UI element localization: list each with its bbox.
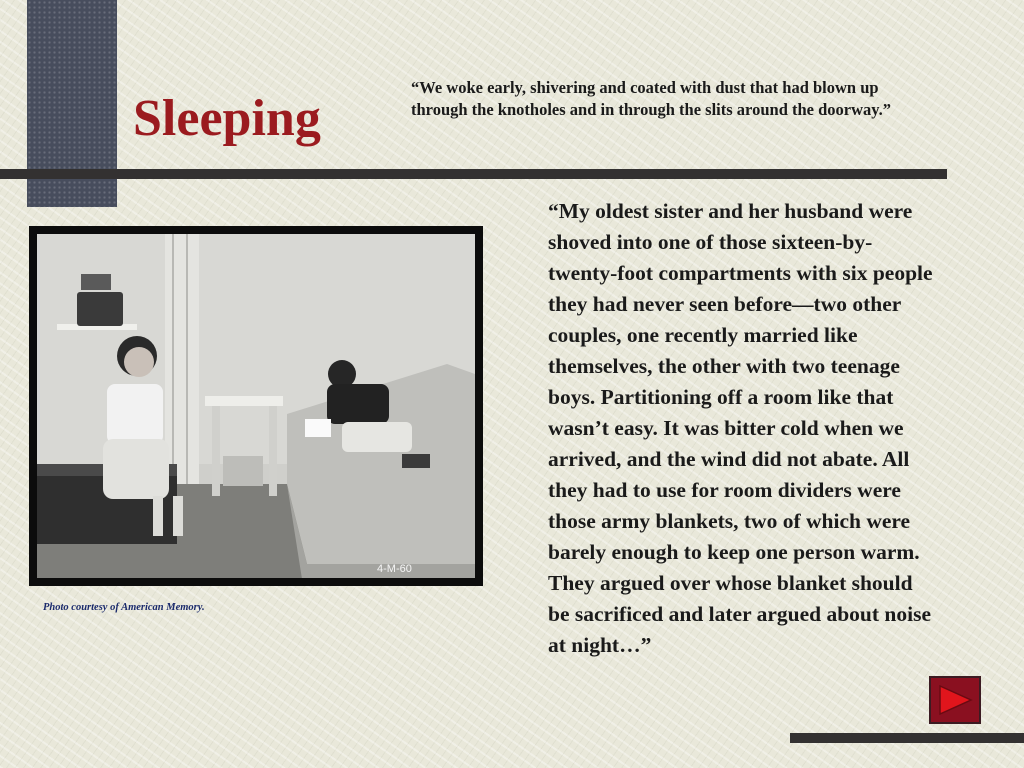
photo-label: 4-M-60 — [377, 563, 412, 575]
slide-title: Sleeping — [133, 90, 321, 147]
historical-photo — [29, 226, 483, 586]
footer-divider — [790, 733, 1024, 743]
header-divider — [0, 169, 947, 179]
top-quote: “We woke early, shivering and coated with dust that had blown up through the knotholes and in through the slits around the doorway.” — [411, 78, 891, 119]
photo-credit: Photo courtesy of American Memory. — [43, 602, 205, 613]
main-quote: “My oldest sister and her husband were shoved into one of those sixteen-by-twenty-foot compartments with six people they had never seen before—two other couples, one recently married like themselves, the other with two teenage boys. Partitioning off a room like that wasn’t easy. It was bitter cold when we arrived, and the wind did not abate. All they had to use for room dividers were those army blankets, two of which were barely enough to keep one person warm. They argued over whose blanket should be sacrificed and later argued about noise at night…” — [548, 199, 933, 657]
play-triangle-icon — [936, 683, 974, 717]
next-slide-button[interactable] — [929, 676, 981, 724]
photo-illustration — [37, 234, 475, 578]
